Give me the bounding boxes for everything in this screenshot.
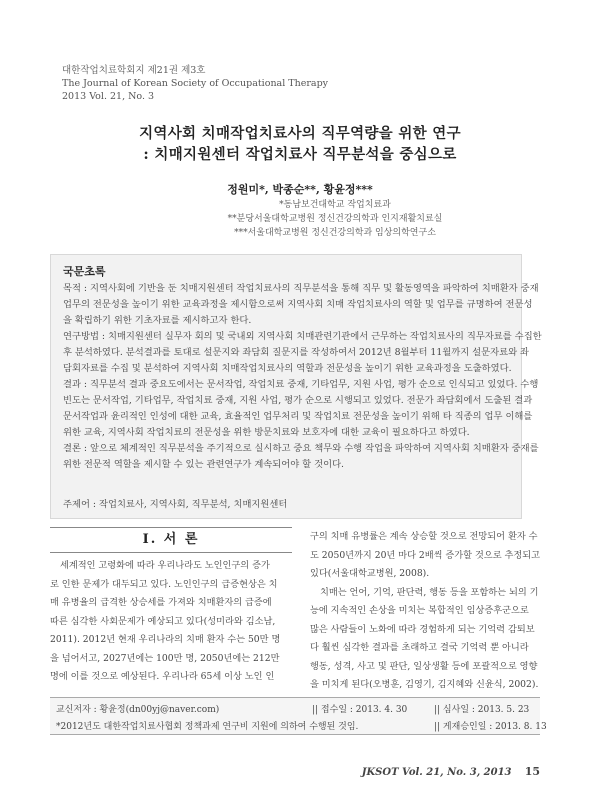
body-line: 있다(서울대학교병원, 2008). [310,568,430,579]
affiliations [170,198,500,240]
abstract-purpose [63,281,539,329]
footer-journal: JKSOT Vol. 21, No. 3, 2013 [361,767,512,778]
body-line: 도 2050년까지 20년 마다 2배씩 증가할 것으로 추정되고 [310,549,540,561]
journal-name-english: The Journal of Korean Society of Occupational Therapy [62,78,329,89]
body-line: 세계적인 고령화에 따라 우리나라도 노인인구의 증가 [60,560,270,571]
received-date: || 접수일 : 2013. 4. 30 [312,705,408,715]
paper-title: 지역사회 치매작업치료사의 직무역량을 위한 연구 [139,125,461,142]
body-line: 을 넘어서고, 2027년에는 100만 명, 2050년에는 212만 [50,652,280,664]
body-column-right [310,528,554,695]
abstract-methods [63,329,542,377]
abstract-body [63,281,542,473]
abstract-line: 위한 전문적 역할을 제시할 수 있는 관련연구가 계속되어야 할 것이다. [63,459,345,470]
abstract-line: 을 확립하기 위한 기초자료를 제시하고자 한다. [63,315,252,326]
body-line: 로 인한 문제가 대두되고 있다. 노인인구의 급증현상은 치 [50,578,278,590]
abstract-line: 연구방법 : 치매지원센터 실무자 회의 및 국내외 지역사회 치매관련기관에서 근무하는 작업치료사의 직무자료를 수집한 [63,331,542,342]
body-line: 다 훨씬 심각한 결과를 초래하고 결국 기억력 뿐 아니라 [310,642,529,653]
abstract-box [50,254,542,519]
abstract-line: 문서작업과 윤리적인 인성에 대한 교육, 효율적인 업무처리 및 작업치료 전문성을 높이기 위해 타 직종의 업무 이해를 [63,411,533,422]
review-date: || 심사일 : 2013. 5. 23 [434,705,530,715]
body-line: 따른 심각한 사회문제가 예상되고 있다(성미라와 김소남, [50,615,276,627]
abstract-line: 담회자료를 수집 및 분석하여 지역사회 치매작업치료사의 역할과 전문성을 높이기 위한 교육과정을 도출하였다. [63,363,512,374]
journal-header [62,64,328,103]
corresponding-author: 교신저자 : 황윤정(dn00yj@naver.com) [56,705,220,715]
keywords: 주제어 : 작업치료사, 지역사회, 직무분석, 치매지원센터 [63,499,288,510]
abstract-conclusion [63,441,539,473]
author-list: 정원미*, 박종순**, 황윤정*** [227,183,373,196]
abstract-results [63,377,539,441]
body-line: 2011). 2012년 현재 우리나라의 치매 환자 수는 50만 명 [50,634,281,645]
journal-name-korean: 대한작업치료학회지 제21권 제3호 [62,65,206,76]
body-line: 치매는 언어, 기억, 판단력, 행동 등을 포함하는 뇌의 기 [320,586,539,598]
abstract-heading: 국문초록 [63,265,106,278]
abstract-line: 위한 교육, 지역사회 작업치료의 전문성을 위한 방문치료와 보호자에 대한 교육이 필요하다고 하였다. [63,427,470,438]
body-line: 많은 사람들이 노화에 따라 경험하게 되는 기억력 감퇴보 [310,623,535,635]
body-line: 행동, 성격, 사고 및 판단, 일상생활 등에 포괄적으로 영향 [310,660,538,672]
abstract-line: 빈도는 문서작업, 기타업무, 작업치료 중재, 지원 사업, 평가 순으로 시행되고 있었다. 전문가 좌담회에서 도출된 결과 [63,395,533,406]
abstract-line: 목적 : 지역사회에 기반을 둔 치매지원센터 작업치료사의 직무분석을 통해 직무 및 활동영역을 파악하여 치매환자 중재 [63,283,539,294]
footnote-box [50,697,547,735]
body-line: 매 유병율의 급격한 상승세를 가져와 치매환자의 급증에 [50,597,272,608]
funding-note: *2012년도 대한작업치료사협회 정책과제 연구비 지원에 의하여 수행된 것임. [56,722,359,732]
page-footer [362,765,540,778]
body-line: 을 미치게 된다(오병훈, 김영기, 김지혜와 신윤식, 2002). [310,679,539,690]
journal-volume: 2013 Vol. 21, No. 3 [62,91,155,102]
body-line: 구의 치매 유병률은 계속 상승할 것으로 전망되어 환자 수 [310,531,538,542]
body-column-left [50,557,292,687]
abstract-line: 결과 : 직무분석 결과 중요도에서는 문서작업, 작업치료 중재, 기타업무, 지원 사업, 평가 순으로 인식되고 있었다. 수행 [63,379,539,390]
body-line: 명에 이를 것으로 예상된다. 우리나라 65세 이상 노인 인 [50,671,275,682]
accepted-date: || 게재승인일 : 2013. 8. 13 [434,722,547,732]
page-number: 15 [524,765,540,778]
section-heading: Ⅰ. 서 론 [50,527,292,553]
body-line: 능에 지속적인 손상을 미치는 복합적인 임상증후군으로 [310,605,529,616]
abstract-line: 후 분석하였다. 분석결과를 토대로 설문지와 좌담회 질문지를 작성하여서 2012년 8월부터 11월까지 설문자료와 좌 [63,347,529,358]
abstract-line: 업무의 전문성을 높이기 위한 교육과정을 제시함으로써 지역사회 치매 작업치료사의 역할 및 업무를 규명하여 전문성 [63,299,533,310]
abstract-line: 결론 : 앞으로 체계적인 직무분석을 주기적으로 실시하고 중요 책무와 수행 작업을 파악하여 지역사회 치매환자 중재를 [63,443,539,454]
affiliation-3: ***서울대학교병원 정신건강의학과 임상의학연구소 [234,228,436,238]
affiliation-2: **분당서울대학교병원 정신건강의학과 인지재활치료실 [227,214,443,224]
affiliation-1: *동남보건대학교 작업치료과 [279,200,391,210]
paper-subtitle: : 치매지원센터 작업치료사 직무분석을 중심으로 [143,146,457,163]
